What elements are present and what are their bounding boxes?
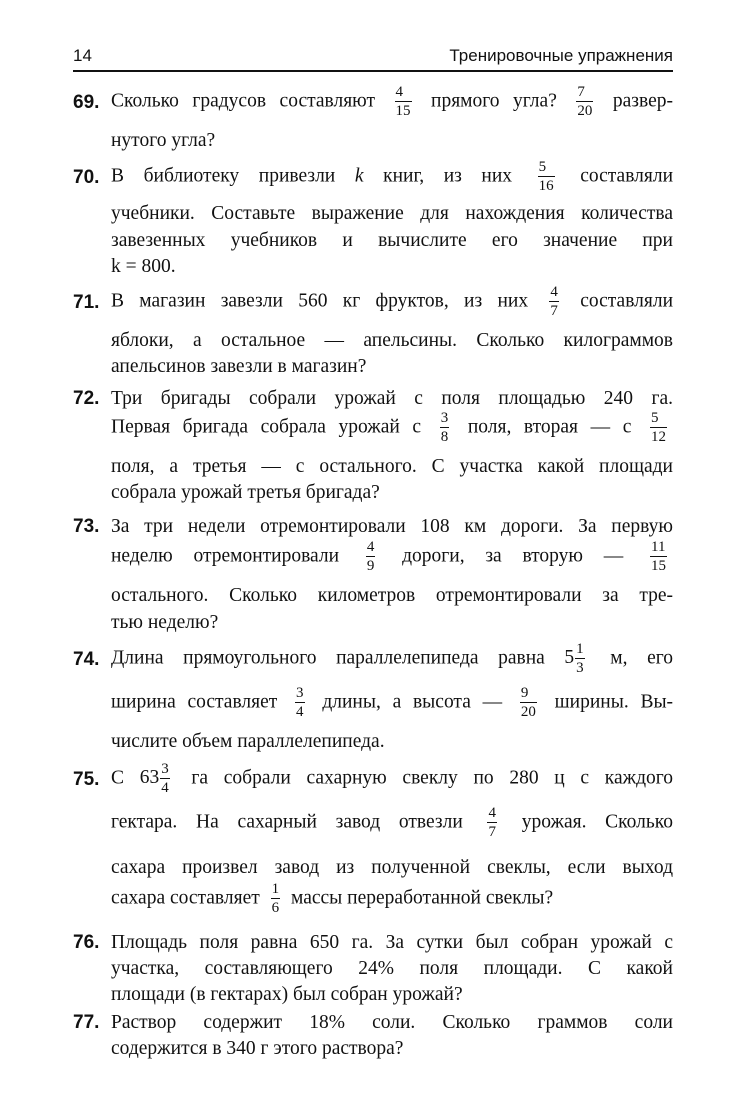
page-header — [73, 40, 673, 72]
problem-number: 69. — [73, 92, 100, 113]
problem-line: Три бригады собрали урожай с поля площадью 240 га. — [111, 388, 673, 409]
problem-line: поля, а третья — с остального. С участка какой площади — [111, 456, 673, 477]
fraction: $\frac{1}{3}$ — [576, 641, 584, 676]
problem-line: гектара. На сахарный завод отвезли $\frac{4}{7}$ урожая. Сколько — [111, 805, 673, 840]
problem-number: 73. — [73, 516, 100, 537]
fraction: $\frac{3}{4}$ — [161, 761, 169, 796]
problem-line: За три недели отремонтировали 108 км дороги. За первую — [111, 516, 673, 537]
problem-line: площади (в гектарах) был собран урожай? — [111, 984, 463, 1005]
problem-line: сахара произвел завод из полученной свеклы, если выход — [111, 857, 673, 878]
problem-line: нутого угла? — [111, 130, 216, 151]
problem-line: Сколько градусов составляют $\frac{4}{15}$ прямого угла? $\frac{7}{20}$ развер- — [111, 84, 673, 119]
problem-line: апельсинов завезли в магазин? — [111, 356, 367, 377]
problem-line: остального. Сколько километров отремонтировали за тре- — [111, 585, 673, 606]
problem-line: В магазин завезли 560 кг фруктов, из них $\frac{4}{7}$ составляли — [111, 284, 674, 319]
running-title: Тренировочные упражнения — [449, 46, 673, 65]
problem-number: 72. — [73, 388, 100, 409]
fraction: $\frac{4}{7}$ — [488, 805, 496, 840]
variable-k: k — [354, 165, 364, 187]
problem-line: неделю отремонтировали $\frac{4}{9}$ дороги, за вторую — $\frac{11}{15}$ — [111, 539, 667, 574]
problem-number: 71. — [73, 292, 100, 313]
fraction: $\frac{7}{20}$ — [577, 84, 593, 119]
problem-line: Длина прямоугольного параллелепипеда равна 5 $\frac{1}{3}$ м, его — [111, 641, 673, 676]
problem-line: собрала урожай третья бригада? — [111, 482, 380, 503]
problem-line: содержится в 340 г этого раствора? — [111, 1038, 404, 1059]
problem-line: С 63 $\frac{3}{4}$ га собрали сахарную свеклу по 280 ц с каждого — [111, 761, 674, 796]
fraction: $\frac{11}{15}$ — [651, 539, 667, 574]
problem-line: ширина составляет $\frac{3}{4}$ длины, а высота — $\frac{9}{20}$ ширины. Вы- — [111, 685, 674, 720]
problem-number: 75. — [73, 769, 100, 790]
problem-line: числите объем параллелепипеда. — [111, 731, 385, 752]
fraction: $\frac{3}{4}$ — [296, 685, 304, 720]
fraction: $\frac{4}{7}$ — [550, 284, 558, 319]
fraction: $\frac{4}{9}$ — [366, 539, 375, 574]
problem-line: яблоки, а остальное — апельсины. Сколько килограммов — [111, 330, 673, 351]
fraction: $\frac{5}{16}$ — [538, 159, 554, 194]
fraction: $\frac{1}{6}$ — [271, 881, 280, 916]
problem-line: В библиотеку привезли k книг, из них $\frac{5}{16}$ составляли — [111, 159, 674, 194]
problem-line: тью неделю? — [111, 612, 219, 633]
problem-line: k = 800. — [111, 256, 176, 277]
fraction: $\frac{3}{8}$ — [440, 410, 449, 445]
problem-line: участка, составляющего 24% поля площади. С какой — [111, 958, 673, 979]
problem-line: сахара составляет $\frac{1}{6}$ массы переработанной свеклы? — [111, 881, 554, 916]
problem-number: 77. — [73, 1012, 100, 1033]
problem-number: 70. — [73, 167, 100, 188]
problem-line: учебники. Составьте выражение для нахождения количества — [111, 203, 673, 224]
problem-line: Раствор содержит 18% соли. Сколько граммов соли — [111, 1012, 673, 1033]
page-number: 14 — [73, 46, 92, 65]
fraction: $\frac{4}{15}$ — [395, 84, 411, 119]
mixed-number: 5 $\frac{1}{3}$ — [564, 641, 584, 676]
problem-line: Первая бригада собрала урожай с $\frac{3}{8}$ поля, вторая — с $\frac{5}{12}$ — [111, 410, 667, 445]
problem-line: Площадь поля равна 650 га. За сутки был собран урожай с — [111, 932, 673, 953]
fraction: $\frac{5}{12}$ — [651, 410, 667, 445]
problem-number: 76. — [73, 932, 100, 953]
fraction: $\frac{9}{20}$ — [520, 685, 536, 720]
mixed-number: 63 $\frac{3}{4}$ — [139, 761, 169, 796]
problem-number: 74. — [73, 649, 100, 670]
problem-line: завезенных учебников и вычислите его значение при — [111, 230, 673, 251]
